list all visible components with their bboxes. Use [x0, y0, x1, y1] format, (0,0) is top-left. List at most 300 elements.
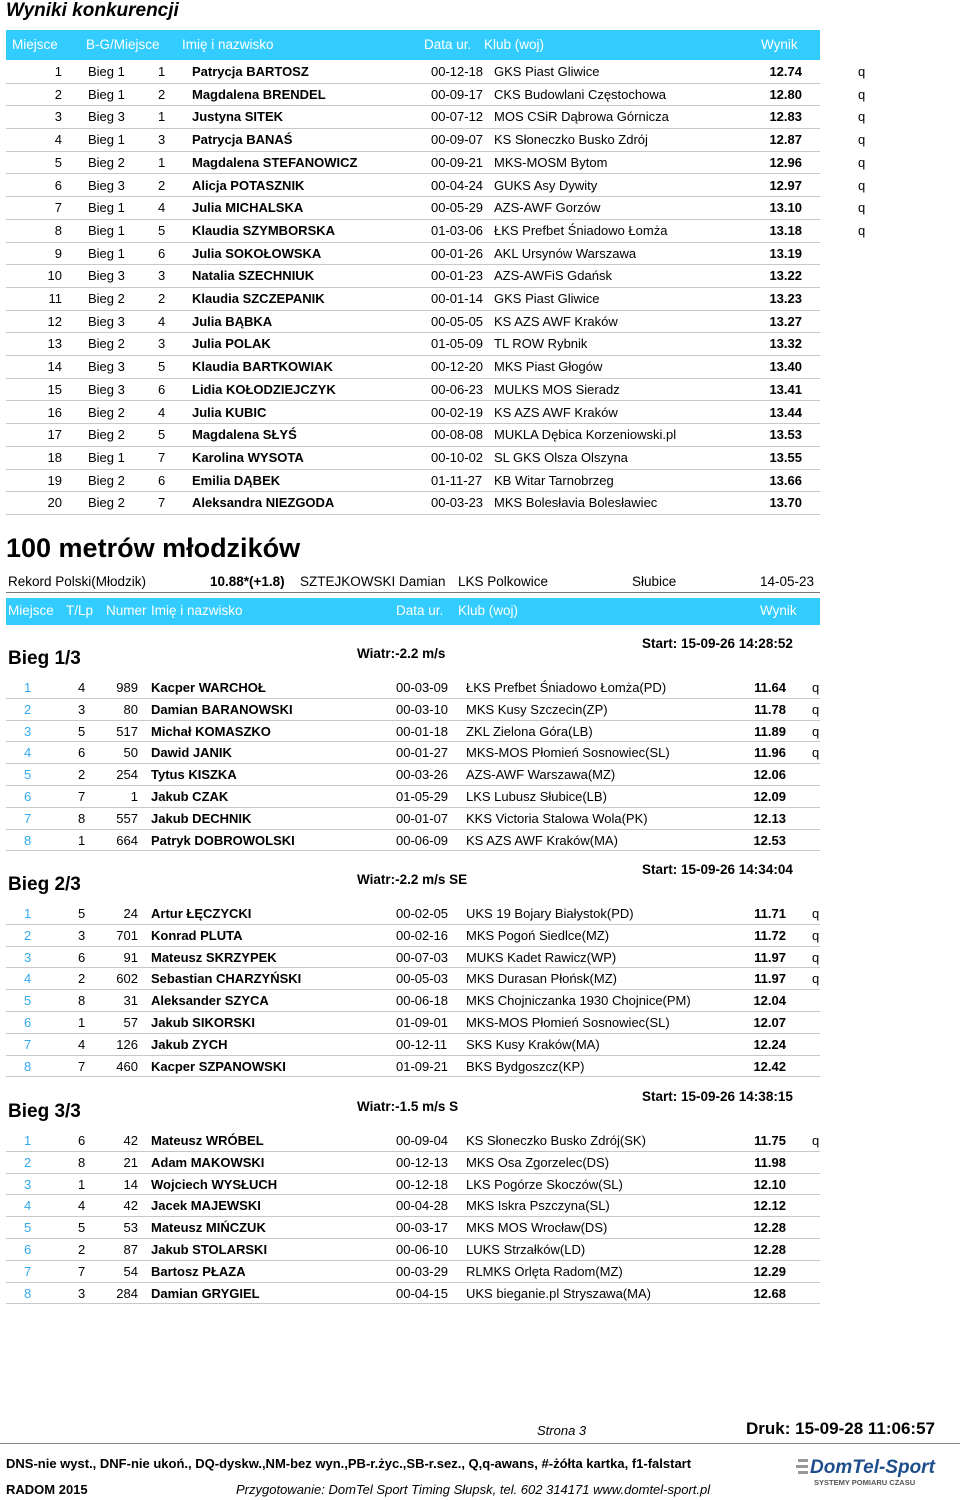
qualification: q — [858, 86, 866, 102]
place: 3 — [24, 949, 32, 965]
wind-info: Wiatr:-2.2 m/s SE — [357, 872, 468, 887]
birth-date: 01-09-21 — [396, 1058, 449, 1074]
legend-text: DNS-nie wyst., DNF-nie ukoń., DQ-dyskw.,NM-bez wyn.,PB-r.życ.,SB-r.sez., Q,q-awans, #-żółta kartka, f1-falstart — [6, 1456, 692, 1471]
bib-number: 80 — [123, 701, 138, 717]
club: MKS Piast Głogów — [494, 359, 603, 375]
result: 11.97 — [754, 949, 786, 965]
place: 3 — [24, 723, 32, 739]
logo-subtext: SYSTEMY POMIARU CZASU — [814, 1478, 916, 1487]
club: MKS-MOS Płomień Sosnowiec(SL) — [466, 1015, 670, 1030]
athlete-name: Aleksander SZYCA — [151, 993, 269, 1009]
heat-row — [6, 924, 820, 947]
lane: 6 — [78, 949, 86, 965]
bib-number: 602 — [116, 971, 138, 987]
heat: Bieg 1 — [88, 245, 125, 261]
col-miejsce: Miejsce — [12, 37, 58, 52]
results-table-header — [6, 30, 820, 60]
heat-place: 6 — [158, 472, 166, 488]
heat: Bieg 1 — [88, 222, 125, 238]
athlete-name: Jakub DECHNIK — [151, 810, 252, 826]
birth-date: 00-03-26 — [396, 767, 449, 783]
heat: Bieg 3 — [88, 268, 125, 284]
club: MKS Bolesłavia Bolesławiec — [494, 495, 658, 511]
table-row — [6, 469, 820, 493]
club: MKS-MOSM Bytom — [494, 154, 608, 170]
result: 11.72 — [754, 927, 786, 943]
athlete-name: Klaudia BARTKOWIAK — [192, 359, 333, 375]
birth-date: 00-05-29 — [431, 200, 484, 216]
place: 9 — [54, 245, 62, 261]
club: GKS Piast Gliwice — [494, 291, 600, 306]
record-date: 14-05-23 — [760, 574, 815, 589]
record-name: SZTEJKOWSKI Damian — [300, 574, 446, 589]
place: 14 — [47, 359, 62, 375]
qualification: q — [812, 723, 820, 739]
result: 13.44 — [769, 404, 802, 420]
birth-date: 00-01-18 — [396, 723, 449, 739]
heat-row — [6, 807, 820, 830]
table-row — [6, 446, 820, 470]
result: 11.71 — [754, 906, 786, 921]
col-number: Numer — [106, 603, 147, 618]
heat-row — [6, 1194, 820, 1217]
lane: 5 — [78, 906, 86, 921]
heat-row — [6, 1011, 820, 1034]
heat: Bieg 1 — [88, 449, 125, 465]
heat-place: 1 — [158, 154, 166, 170]
bib-number: 57 — [123, 1015, 138, 1030]
place: 2 — [24, 701, 32, 717]
birth-date: 00-09-04 — [396, 1133, 449, 1148]
place: 1 — [24, 906, 32, 921]
lane: 2 — [78, 1242, 86, 1257]
lane: 5 — [78, 1220, 86, 1236]
heat: Bieg 3 — [88, 177, 125, 193]
heat-place: 4 — [158, 200, 166, 216]
bib-number: 87 — [123, 1242, 138, 1257]
heat-row — [6, 785, 820, 808]
athlete-name: Adam MAKOWSKI — [151, 1154, 265, 1170]
heat-row — [6, 1260, 820, 1283]
place: 2 — [24, 1154, 32, 1170]
place: 7 — [24, 1263, 32, 1279]
result: 13.23 — [769, 291, 802, 306]
club: CKS Budowlani Częstochowa — [494, 86, 666, 102]
birth-date: 00-12-11 — [396, 1036, 448, 1052]
lane: 1 — [78, 832, 86, 848]
heat-row — [6, 1055, 820, 1078]
result: 12.28 — [753, 1220, 786, 1236]
result: 12.87 — [769, 132, 802, 148]
result: 12.28 — [753, 1242, 786, 1257]
heat-place: 3 — [158, 132, 166, 148]
result: 13.32 — [769, 336, 802, 352]
bib-number: 50 — [123, 745, 138, 761]
club: KS Słoneczko Busko Zdrój(SK) — [466, 1133, 646, 1148]
heat: Bieg 2 — [88, 154, 125, 170]
result: 12.97 — [769, 177, 802, 193]
result: 11.89 — [754, 723, 786, 739]
club: MKS Pogoń Siedlce(MZ) — [466, 927, 610, 943]
birth-date: 00-01-26 — [431, 245, 484, 261]
qualification: q — [858, 177, 866, 193]
place: 12 — [47, 313, 62, 329]
place: 10 — [47, 268, 62, 284]
athlete-name: Magdalena BRENDEL — [192, 86, 326, 102]
heat: Bieg 2 — [88, 472, 125, 488]
heat-row — [6, 1173, 820, 1196]
club: AZS-AWFiS Gdańsk — [494, 268, 612, 284]
birth-date: 00-09-07 — [431, 132, 484, 148]
heat-title: Bieg 1/3 — [8, 648, 81, 669]
heat-row — [6, 902, 820, 925]
birth-date: 00-10-02 — [431, 449, 484, 465]
lane: 3 — [78, 1285, 86, 1301]
heat-title: Bieg 2/3 — [8, 874, 81, 895]
result: 13.66 — [769, 472, 802, 488]
birth-date: 00-05-05 — [431, 313, 484, 329]
bib-number: 14 — [123, 1176, 138, 1192]
club: MKS MOS Wrocław(DS) — [466, 1220, 608, 1236]
footer-divider — [0, 1443, 960, 1444]
birth-date: 00-03-23 — [431, 495, 484, 511]
place: 1 — [24, 680, 32, 695]
heat-row — [6, 829, 820, 852]
heat-title: Bieg 3/3 — [8, 1101, 81, 1122]
club: AZS-AWF Gorzów — [494, 200, 601, 216]
birth-date: 00-03-10 — [396, 701, 449, 717]
lane: 7 — [78, 1058, 86, 1074]
table-row — [6, 151, 866, 175]
heat: Bieg 3 — [88, 109, 125, 125]
lane: 4 — [78, 1198, 86, 1214]
club: SL GKS Olsza Olszyna — [494, 449, 628, 465]
club: KS AZS AWF Kraków — [494, 313, 618, 329]
qualification: q — [812, 971, 820, 987]
col-result: Wynik — [760, 603, 797, 618]
athlete-name: Jakub ZYCH — [151, 1036, 228, 1052]
qualification: q — [812, 680, 820, 695]
result: 12.74 — [769, 64, 802, 79]
result: 12.09 — [753, 789, 786, 804]
table-row — [6, 491, 820, 515]
heat-place: 3 — [158, 268, 166, 284]
qualification: q — [812, 906, 820, 921]
birth-date: 01-03-06 — [431, 222, 484, 238]
lane: 4 — [78, 1036, 86, 1052]
athlete-name: Julia BĄBKA — [192, 313, 273, 329]
table-row — [6, 332, 820, 356]
club: UKS 19 Bojary Białystok(PD) — [466, 906, 634, 921]
heat-table-header — [6, 598, 820, 625]
club: LUKS Strzałków(LD) — [466, 1242, 586, 1257]
qualification: q — [812, 701, 820, 717]
result: 11.75 — [754, 1133, 786, 1148]
birth-date: 00-03-17 — [396, 1220, 449, 1236]
club: GUKS Asy Dywity — [494, 177, 598, 193]
result: 12.80 — [769, 86, 802, 102]
place: 8 — [54, 222, 62, 238]
heat-place: 5 — [158, 222, 166, 238]
bib-number: 1 — [130, 789, 138, 804]
place: 2 — [54, 86, 62, 102]
birth-date: 01-11-27 — [431, 472, 483, 488]
qualification: q — [812, 927, 820, 943]
place: 4 — [24, 971, 32, 987]
birth-date: 00-05-03 — [396, 971, 449, 987]
heat: Bieg 1 — [88, 64, 125, 79]
place: 3 — [24, 1176, 32, 1192]
result: 12.06 — [753, 767, 786, 783]
col-result: Wynik — [761, 37, 798, 52]
athlete-name: Julia MICHALSKA — [192, 200, 304, 216]
result: 12.13 — [753, 810, 786, 826]
heat: Bieg 3 — [88, 381, 125, 397]
club: UKS bieganie.pl Stryszawa(MA) — [466, 1285, 651, 1301]
table-row — [6, 264, 820, 288]
heat-place: 5 — [158, 359, 166, 375]
birth-date: 00-02-16 — [396, 927, 449, 943]
place: 8 — [24, 1285, 32, 1301]
birth-date: 00-07-12 — [431, 109, 484, 125]
heat-row — [6, 676, 820, 699]
birth-date: 00-09-17 — [431, 86, 484, 102]
club: MUKLA Dębica Korzeniowski.pl — [494, 427, 677, 443]
athlete-name: Jakub SIKORSKI — [151, 1015, 256, 1030]
place: 4 — [24, 745, 32, 761]
athlete-name: Damian BARANOWSKI — [151, 701, 293, 717]
athlete-name: Patrycja BANAŚ — [192, 132, 293, 148]
lane: 7 — [78, 789, 86, 804]
place: 7 — [24, 810, 32, 826]
place: 4 — [54, 132, 62, 148]
place: 3 — [54, 109, 62, 125]
birth-date: 00-01-23 — [431, 268, 484, 284]
heat-row — [6, 1216, 820, 1239]
birth-date: 00-08-08 — [431, 427, 484, 443]
birth-date: 00-12-18 — [396, 1176, 449, 1192]
club: ZKL Zielona Góra(LB) — [466, 723, 593, 739]
place: 5 — [54, 154, 62, 170]
heat-place: 5 — [158, 427, 166, 443]
lane: 7 — [78, 1263, 86, 1279]
col-birth: Data ur. — [424, 37, 472, 52]
prepared-by: Przygotowanie: DomTel Sport Timing Słupsk, tel. 602 314171 www.domtel-sport.pl — [236, 1482, 711, 1497]
athlete-name: Julia POLAK — [192, 336, 271, 352]
athlete-name: Magdalena STEFANOWICZ — [192, 154, 358, 170]
bib-number: 557 — [116, 810, 138, 826]
birth-date: 00-01-27 — [396, 745, 449, 761]
wind-info: Wiatr:-2.2 m/s — [357, 646, 446, 661]
place: 1 — [24, 1133, 32, 1148]
result: 12.96 — [769, 154, 802, 170]
start-time: Start: 15-09-26 14:34:04 — [642, 862, 793, 877]
bib-number: 701 — [116, 927, 138, 943]
heat-row — [6, 720, 820, 743]
heat-place: 4 — [158, 313, 166, 329]
domtel-logo — [796, 1449, 954, 1489]
athlete-name: Kacper WARCHOŁ — [151, 680, 266, 695]
club: MUKS Kadet Rawicz(WP) — [466, 949, 617, 965]
birth-date: 00-02-19 — [431, 404, 484, 420]
table-row — [6, 83, 866, 107]
club: MKS-MOS Płomień Sosnowiec(SL) — [466, 745, 670, 761]
place: 5 — [24, 1220, 32, 1236]
bib-number: 91 — [123, 949, 138, 965]
place: 17 — [47, 427, 62, 443]
birth-date: 00-06-09 — [396, 832, 449, 848]
result: 12.24 — [753, 1036, 786, 1052]
heat-place: 2 — [158, 86, 166, 102]
heat-row — [6, 1033, 820, 1056]
page-title: Wyniki konkurencji — [6, 0, 179, 21]
heat-row — [6, 989, 820, 1012]
birth-date: 00-12-20 — [431, 359, 484, 375]
result: 13.19 — [769, 245, 802, 261]
start-time: Start: 15-09-26 14:38:15 — [642, 1089, 793, 1104]
table-row — [6, 196, 866, 220]
place: 8 — [24, 1058, 32, 1074]
athlete-name: Michał KOMASZKO — [151, 723, 271, 739]
heat-place: 3 — [158, 336, 166, 352]
athlete-name: Jakub STOLARSKI — [151, 1242, 268, 1257]
club: KS AZS AWF Kraków — [494, 404, 618, 420]
birth-date: 00-06-23 — [431, 381, 484, 397]
birth-date: 00-04-28 — [396, 1198, 449, 1214]
place: 1 — [54, 64, 62, 79]
col-name: Imię i nazwisko — [151, 603, 243, 618]
event-location: RADOM 2015 — [6, 1482, 88, 1497]
bib-number: 53 — [123, 1220, 138, 1236]
lane: 5 — [78, 723, 86, 739]
table-row — [6, 105, 866, 129]
lane: 1 — [78, 1015, 86, 1030]
result: 13.18 — [769, 222, 802, 238]
bib-number: 284 — [116, 1285, 138, 1301]
birth-date: 01-05-29 — [396, 789, 449, 804]
wind-info: Wiatr:-1.5 m/s S — [357, 1099, 459, 1114]
athlete-name: Tytus KISZKA — [151, 767, 237, 783]
birth-date: 00-12-18 — [431, 64, 484, 79]
bib-number: 126 — [116, 1036, 138, 1052]
place: 18 — [47, 449, 62, 465]
heat-row — [6, 741, 820, 764]
place: 19 — [47, 472, 62, 488]
club: TL ROW Rybnik — [494, 336, 588, 352]
athlete-name: Julia SOKOŁOWSKA — [192, 245, 322, 261]
bib-number: 21 — [123, 1154, 138, 1170]
club: KB Witar Tarnobrzeg — [494, 472, 614, 488]
club: MKS Chojniczanka 1930 Chojnice(PM) — [466, 993, 691, 1009]
club: MKS Osa Zgorzelec(DS) — [466, 1154, 610, 1170]
col-name: Imię i nazwisko — [182, 37, 274, 52]
result: 13.22 — [769, 268, 802, 284]
lane: 6 — [78, 1133, 86, 1148]
club: MKS Durasan Płońsk(MZ) — [466, 971, 617, 987]
club: MKS Kusy Szczecin(ZP) — [466, 701, 608, 717]
table-row — [6, 60, 866, 84]
athlete-name: Artur ŁĘCZYCKI — [151, 906, 252, 921]
birth-date: 00-01-07 — [396, 810, 449, 826]
heat-row — [6, 1151, 820, 1174]
table-row — [6, 242, 820, 266]
result: 12.12 — [753, 1198, 786, 1214]
athlete-name: Alicja POTASZNIK — [192, 177, 305, 193]
col-bieg-miejsce: B-G/Miejsce — [86, 37, 160, 52]
club: AZS-AWF Warszawa(MZ) — [466, 767, 616, 783]
club: BKS Bydgoszcz(KP) — [466, 1058, 585, 1074]
athlete-name: Klaudia SZYMBORSKA — [192, 222, 336, 238]
heat-row — [6, 946, 820, 969]
heat: Bieg 2 — [88, 427, 125, 443]
birth-date: 00-06-10 — [396, 1242, 449, 1257]
lane: 8 — [78, 1154, 86, 1170]
heat: Bieg 3 — [88, 313, 125, 329]
table-row — [6, 423, 820, 447]
heat: Bieg 2 — [88, 495, 125, 511]
athlete-name: Karolina WYSOTA — [192, 449, 304, 465]
qualification: q — [858, 132, 866, 148]
record-value: 10.88*(+1.8) — [210, 574, 285, 589]
record-line — [6, 572, 820, 593]
place: 6 — [24, 789, 32, 804]
place: 7 — [54, 200, 62, 216]
qualification: q — [858, 64, 866, 79]
heat-place: 1 — [158, 109, 166, 125]
athlete-name: Natalia SZECHNIUK — [192, 268, 315, 284]
lane: 3 — [78, 701, 86, 717]
qualification: q — [858, 154, 866, 170]
qualification: q — [812, 949, 820, 965]
heat-row — [6, 698, 820, 721]
col-lane: T/Lp — [66, 603, 94, 618]
athlete-name: Lidia KOŁODZIEJCZYK — [192, 381, 336, 397]
lane: 8 — [78, 810, 86, 826]
club: MKS Iskra Pszczyna(SL) — [466, 1198, 610, 1214]
heat-place: 6 — [158, 381, 166, 397]
result: 13.55 — [769, 449, 802, 465]
bib-number: 24 — [123, 906, 138, 921]
event-title: 100 metrów młodzików — [6, 533, 301, 563]
bib-number: 517 — [116, 723, 138, 739]
athlete-name: Aleksandra NIEZGODA — [192, 495, 335, 511]
athlete-name: Mateusz MIŃCZUK — [151, 1220, 266, 1236]
heat-row — [6, 1129, 820, 1152]
birth-date: 00-12-13 — [396, 1154, 449, 1170]
heat-place: 2 — [158, 177, 166, 193]
club: MULKS MOS Sieradz — [494, 381, 620, 397]
heat-row — [6, 763, 820, 786]
athlete-name: Jakub CZAK — [151, 789, 229, 804]
athlete-name: Kacper SZPANOWSKI — [151, 1058, 286, 1074]
result: 12.83 — [769, 109, 802, 125]
birth-date: 01-09-01 — [396, 1015, 449, 1030]
heat-place: 6 — [158, 245, 166, 261]
result: 12.04 — [753, 993, 786, 1009]
lane: 3 — [78, 927, 86, 943]
result: 11.98 — [754, 1154, 786, 1170]
athlete-name: Justyna SITEK — [192, 109, 284, 125]
athlete-name: Emilia DĄBEK — [192, 472, 281, 488]
heat-place: 1 — [158, 64, 166, 79]
heat-place: 7 — [158, 495, 166, 511]
heat-place: 4 — [158, 404, 166, 420]
qualification: q — [858, 109, 866, 125]
result: 13.10 — [769, 200, 802, 216]
heat-place: 2 — [158, 291, 166, 306]
birth-date: 00-09-21 — [431, 154, 484, 170]
result: 12.10 — [753, 1176, 786, 1192]
